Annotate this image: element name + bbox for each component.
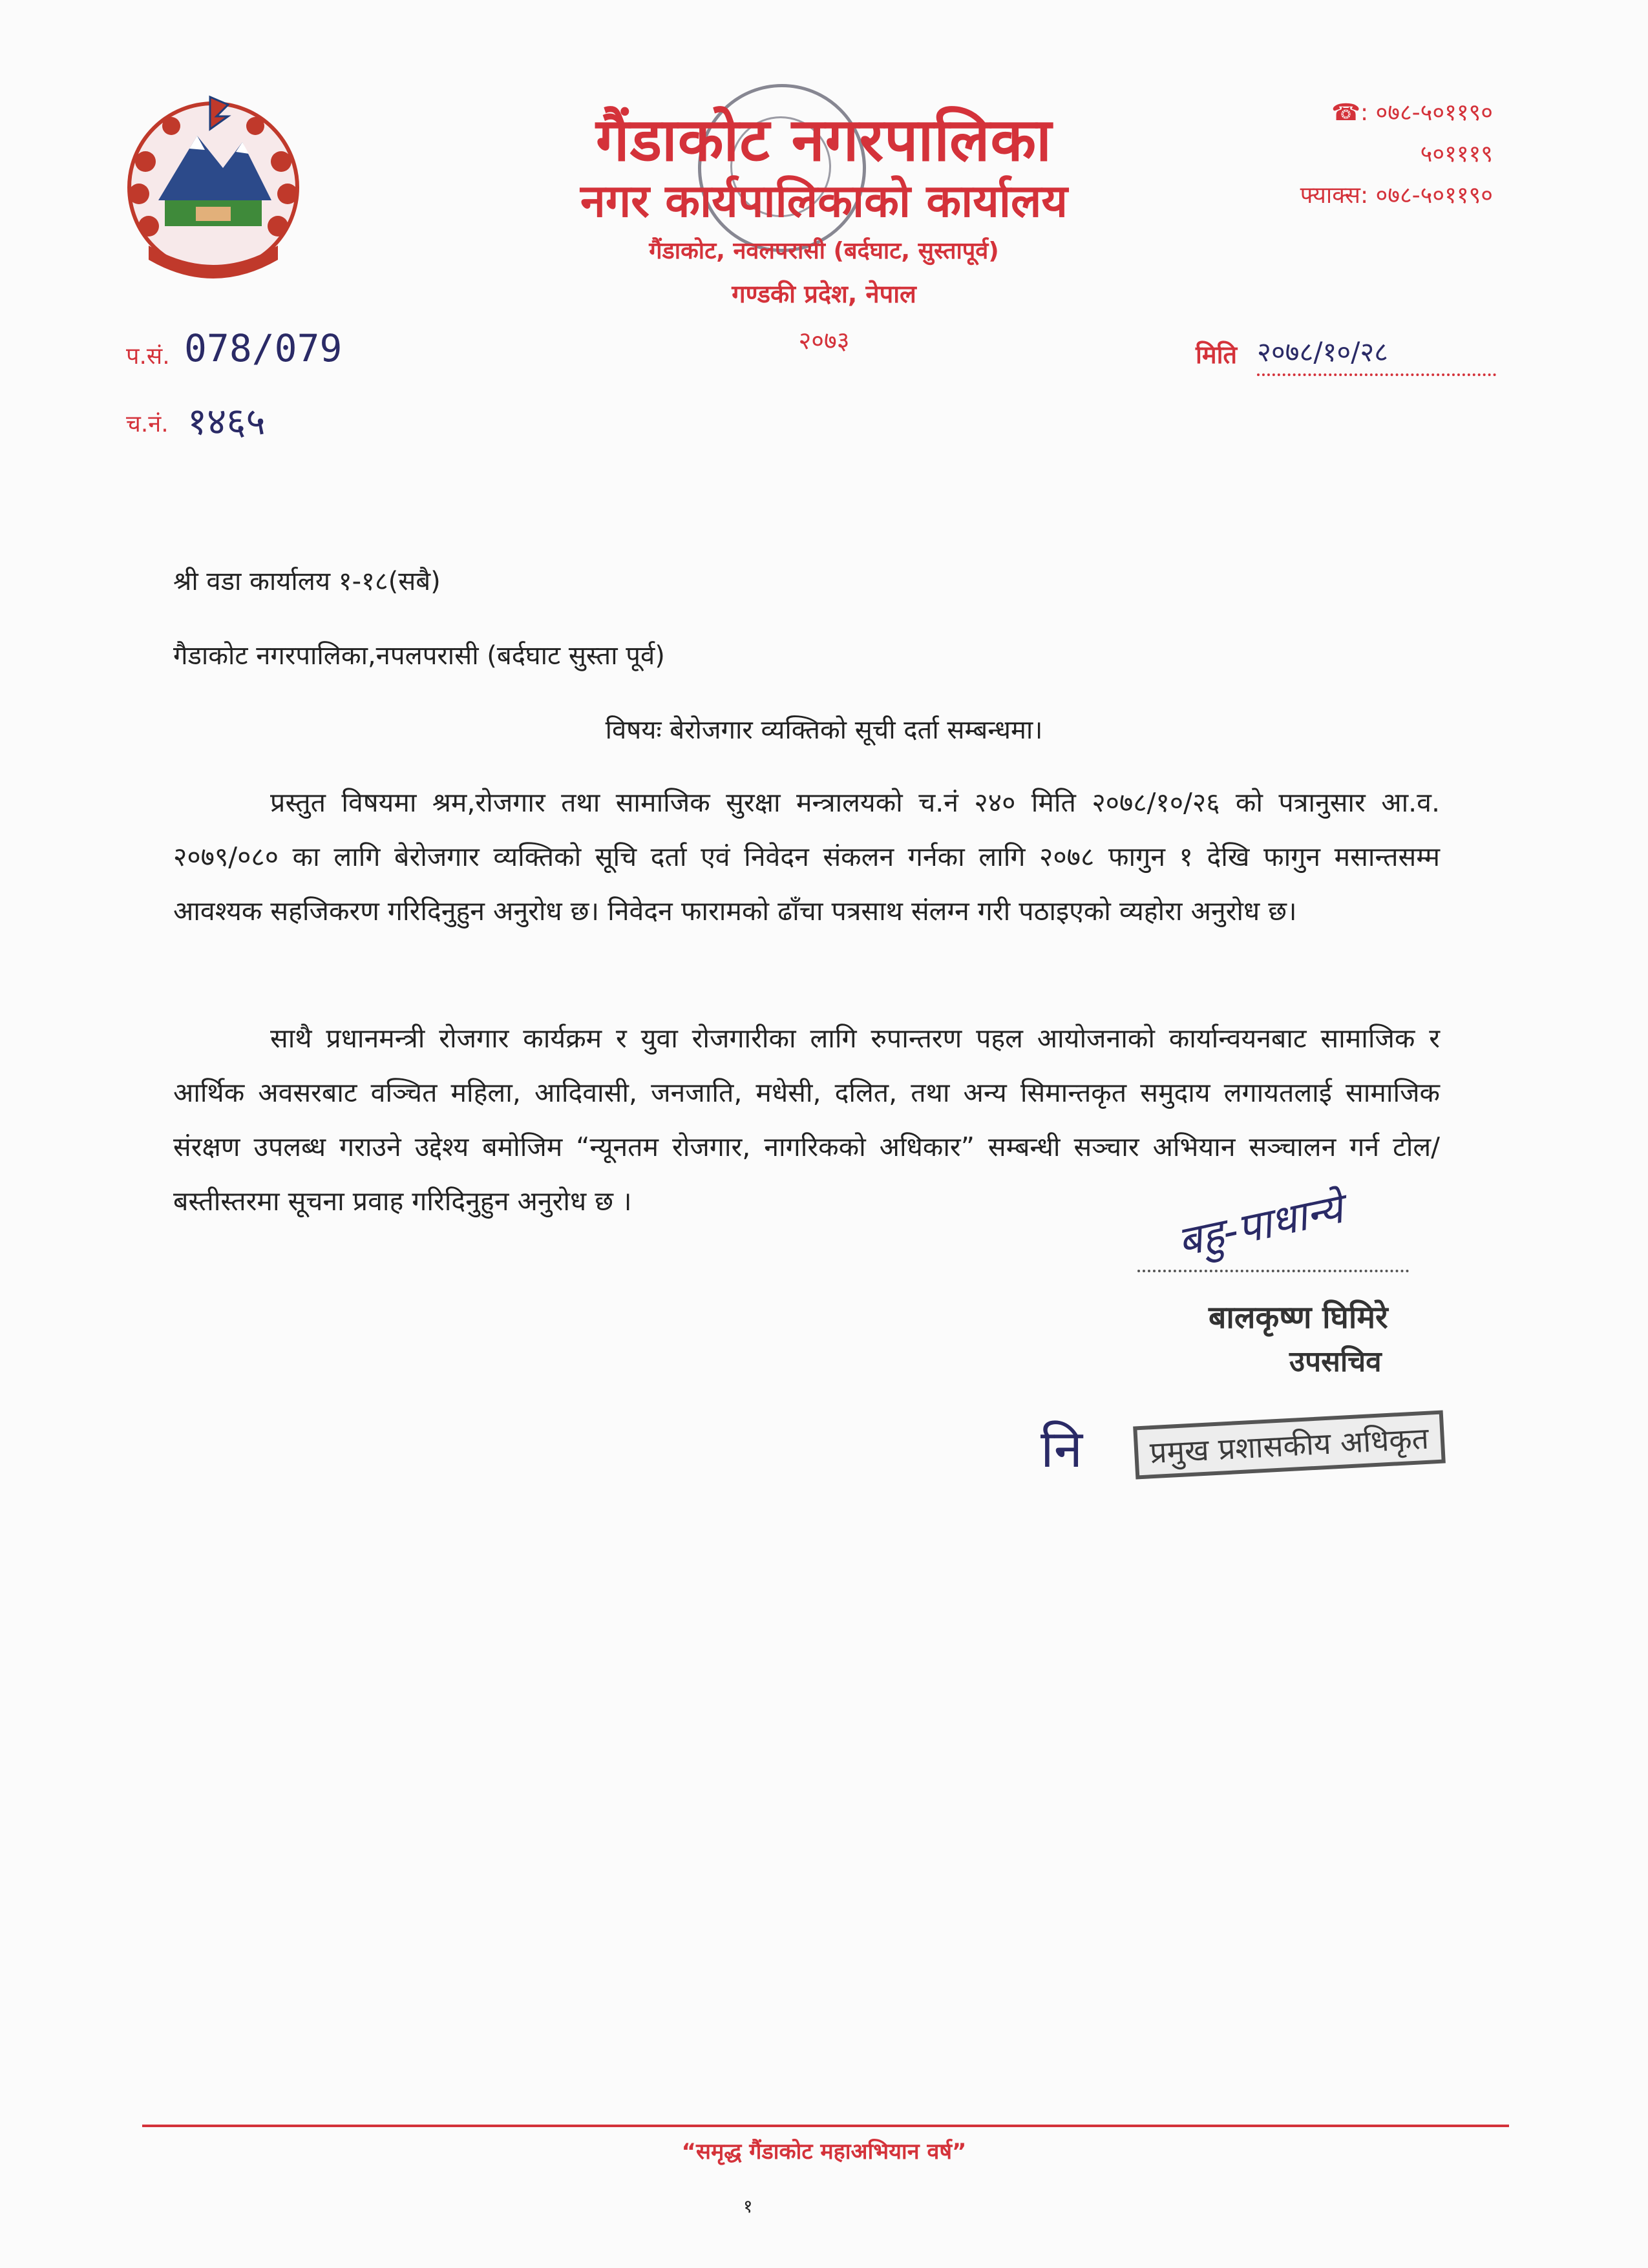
signature-line [1137, 1270, 1409, 1272]
page-number: १ [743, 2196, 753, 2217]
fax-number: फ्याक्स: ०७८-५०११९० [1300, 182, 1493, 209]
phone-number-2: ५०१११९ [1420, 141, 1493, 167]
office-name: नगर कार्यपालिकाको कार्यालय [580, 174, 1068, 227]
addressee-line-1: श्री वडा कार्यालय १-१८(सबै) [173, 567, 441, 596]
letter-subject: विषयः बेरोजगार व्यक्तिको सूची दर्ता सम्बन्धमा। [605, 715, 1043, 745]
handwritten-initial: नि [1041, 1419, 1083, 1479]
addressee-line-2: गैडाकोट नगरपालिका,नपलपरासी (बर्दघाट सुस्ता पूर्व) [173, 641, 665, 671]
address-line-1: गैंडाकोट, नवलपरासी (बर्दघाट, सुस्तापूर्व) [649, 238, 999, 264]
footer-motto: “समृद्ध गैंडाकोट महाअभियान वर्ष” [681, 2139, 967, 2165]
organization-name: गैंडाकोट नगरपालिका [596, 105, 1052, 174]
established-year: २०७३ [798, 326, 850, 355]
footer-divider [142, 2125, 1509, 2127]
body-paragraph-1: प्रस्तुत विषयमा श्रम,रोजगार तथा सामाजिक सुरक्षा मन्त्रालयको च.नं २४० मिति २०७८/१०/२६ को पत्रानुसार आ.व. २०७९/०८० का लागि बेरोजगार व्यक्तिको सूचि दर्ता एवं निवेदन संकलन गर्नका लागि २०७८ फागुन १ देखि फागुन मसान्तसम्म आवश्यक सहजिकरण गरिदिनुहुन अनुरोध छ। निवेदन फारामको ढाँचा पत्रसाथ संलग्न गरी पठाइएको व्यहोरा अनुरोध छ। [173, 787, 1440, 927]
body-paragraph-2: साथै प्रधानमन्त्री रोजगार कार्यक्रम र युवा रोजगारीका लागि रुपान्तरण पहल आयोजनाको कार्यान्वयनबाट सामाजिक र आर्थिक अवसरबाट वञ्चित महिला, आदिवासी, जनजाति, मधेसी, दलित, तथा अन्य सिमान्तकृत समुदाय लगायतलाई सामाजिक संरक्षण उपलब्ध गराउने उद्देश्य बमोजिम “न्यूनतम रोजगार, नागरिकको अधिकार” सम्बन्धी सञ्चार अभियान सञ्चालन गर्न टोल/बस्तीस्तरमा सूचना प्रवाह गरिदिनुहुन अनुरोध छ । [173, 1023, 1440, 1217]
signatory-name: बालकृष्ण घिमिरे [1209, 1299, 1388, 1336]
phone-number-1: ☎: ०७८-५०११९० [1331, 100, 1493, 126]
address-line-2: गण्डकी प्रदेश, नेपाल [732, 280, 916, 308]
officer-rubber-stamp: प्रमुख प्रशासकीय अधिकृत [1133, 1410, 1445, 1479]
handwritten-signature: बहु-पाधान्ये [1173, 1184, 1347, 1266]
dispatch-number: १४६५ [187, 399, 266, 443]
dispatch-label: च.नं. [126, 411, 169, 437]
reference-label: प.सं. [126, 343, 170, 370]
date-label: मिति [1196, 341, 1238, 369]
signatory-title: उपसचिव [1289, 1345, 1382, 1378]
reference-number: 078/079 [184, 326, 343, 370]
date-value: २०७८/१०/२८ [1257, 333, 1496, 376]
